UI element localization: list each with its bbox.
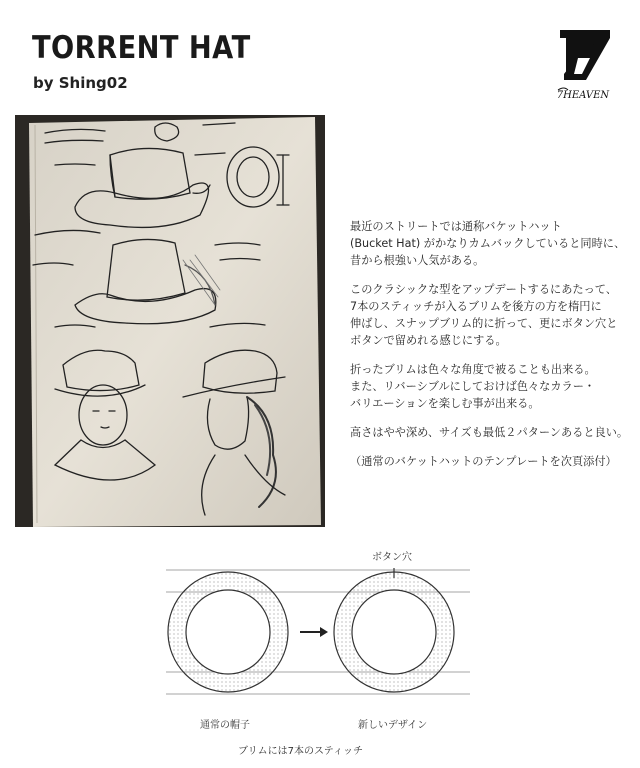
- description-paragraph: 最近のストリートでは通称バケットハット (Bucket Hat) がかなりカムバックしていると同時に、 昔から根強い人気がある。: [350, 220, 626, 267]
- description-text: [350, 218, 630, 482]
- stitch-caption: ブリムには7本のスティッチ: [238, 746, 363, 757]
- description-paragraph: 高さはやや深め、サイズも最低２パターンあると良い。: [350, 426, 629, 439]
- logo-mark-icon: [552, 28, 614, 108]
- description-paragraph: このクラシックな型をアップデートするにあたって、 7本のスティッチが入るブリムを後方の方を楕円に 伸ばし、スナップブリム的に折って、更にボタン穴と ボタンで留めれる感じにする。: [350, 283, 618, 347]
- logo-wordmark: 7HEAVEN: [556, 90, 610, 101]
- brim-diagram-icon: [160, 548, 480, 738]
- seven-heaven-logo: [552, 28, 614, 108]
- arrow-right-icon: [320, 627, 328, 637]
- brim-diagram: [160, 548, 480, 738]
- normal-hat-caption: 通常の帽子: [200, 720, 250, 731]
- page-title: TORRENT HAT: [32, 30, 251, 66]
- author-byline: by Shing02: [33, 74, 128, 92]
- description-paragraph: 折ったブリムは色々な角度で被ることも出来る。 また、リバーシブルにしておけば色々なカラー・ バリエーションを楽しむ事が出来る。: [350, 363, 596, 410]
- new-design-caption: 新しいデザイン: [358, 720, 428, 731]
- description-paragraph: （通常のバケットハットのテンプレートを次頁添付）: [350, 455, 617, 468]
- button-hole-label: ボタン穴: [372, 552, 412, 563]
- hat-sketch-image: [15, 115, 325, 527]
- hat-sketch-icon: [15, 115, 325, 527]
